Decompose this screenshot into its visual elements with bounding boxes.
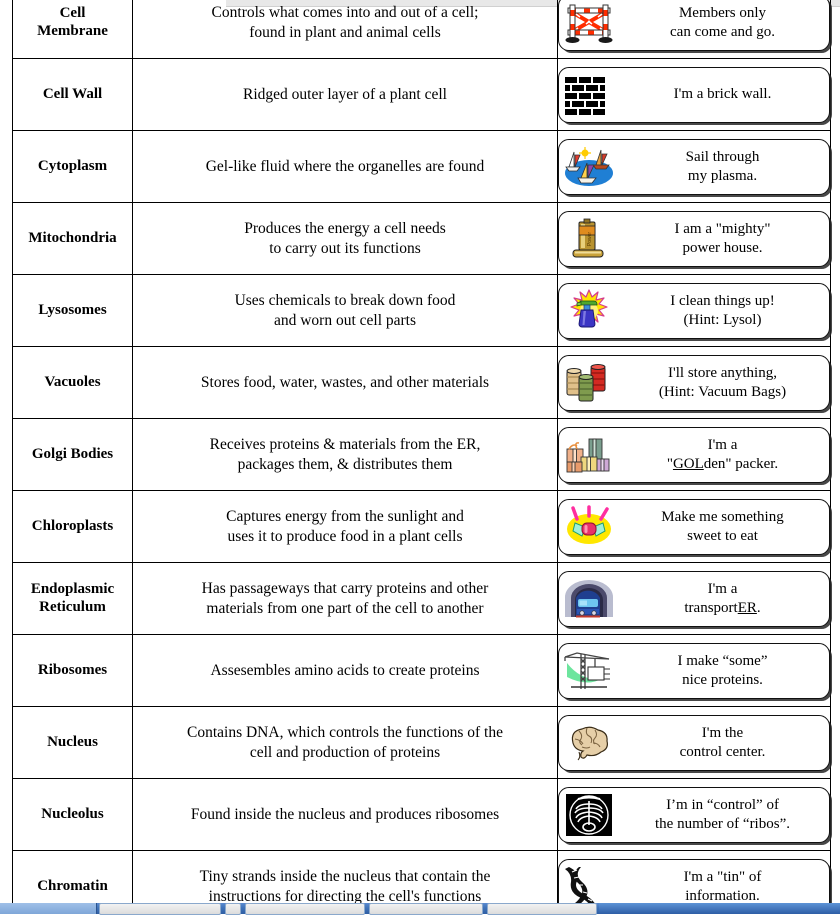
storage-barrels-icon xyxy=(562,358,616,408)
mnemonic-text xyxy=(616,652,829,689)
organelle-description-cell xyxy=(133,707,558,779)
mnemonic-box xyxy=(558,355,830,411)
mnemonic-cell xyxy=(558,707,831,779)
sailboats-on-water-icon xyxy=(562,142,616,192)
table-row xyxy=(13,563,831,635)
taskbar-item[interactable] xyxy=(245,903,365,915)
mnemonic-line: (Hint: Vacuum Bags) xyxy=(658,383,787,400)
mnemonic-text xyxy=(616,148,829,185)
spray-bottle-icon xyxy=(562,286,616,336)
mnemonic-underlined-part: ER xyxy=(737,599,757,616)
mnemonic-line: nice proteins. xyxy=(682,671,763,688)
mnemonic-box xyxy=(558,715,830,771)
organelle-name-line: Mitochondria xyxy=(28,229,117,246)
windows-taskbar[interactable] xyxy=(0,903,840,914)
description-line: Uses chemicals to break down food xyxy=(234,291,456,309)
organelle-name-line: Golgi Bodies xyxy=(31,445,114,462)
taskbar-item[interactable] xyxy=(369,903,483,915)
table-row xyxy=(13,347,831,419)
mnemonic-text xyxy=(616,796,829,833)
mnemonic-cell xyxy=(558,0,831,59)
mnemonic-cell xyxy=(558,563,831,635)
mnemonic-cell xyxy=(558,851,831,904)
construction-crane-icon xyxy=(562,646,616,696)
mnemonic-text xyxy=(616,85,829,103)
description-line: instructions for directing the cell's functions xyxy=(208,887,482,903)
table-row xyxy=(13,635,831,707)
mnemonic-box xyxy=(558,67,830,123)
table-row xyxy=(13,779,831,851)
mnemonic-box xyxy=(558,787,830,843)
xray-ribcage-icon xyxy=(562,790,616,840)
mnemonic-text xyxy=(616,724,829,761)
organelle-description-cell xyxy=(133,851,558,904)
mnemonic-line: the number of “ribos”. xyxy=(655,815,790,832)
description-line: Contains DNA, which controls the functions of the xyxy=(187,723,503,741)
description-line: Captures energy from the sunlight and xyxy=(226,507,464,525)
start-button[interactable] xyxy=(0,903,97,914)
mnemonic-cell xyxy=(558,419,831,491)
mnemonic-text xyxy=(616,4,829,41)
brain-icon xyxy=(562,718,616,768)
mnemonic-line: my plasma. xyxy=(687,167,758,184)
brick-wall-icon xyxy=(562,70,616,120)
mnemonic-line: I’m in “control” of xyxy=(666,797,779,814)
organelle-name-line: Membrane xyxy=(37,22,108,39)
organelle-name-line: Endoplasmic xyxy=(30,580,115,597)
organelle-name-line: Nucleolus xyxy=(41,805,104,822)
organelle-name-cell xyxy=(13,0,133,59)
organelle-name-line: Cell Wall xyxy=(42,85,103,102)
organelle-description-cell xyxy=(133,347,558,419)
mnemonic-box xyxy=(558,283,830,339)
mnemonic-line: I'm the xyxy=(701,725,744,742)
description-line: found in plant and animal cells xyxy=(249,23,441,41)
description-line: Stores food, water, wastes, and other materials xyxy=(200,373,490,391)
battery-icon xyxy=(562,214,616,264)
taskbar-item[interactable] xyxy=(487,903,597,915)
mnemonic-line: I'm a xyxy=(707,581,738,598)
mnemonic-line: can come and go. xyxy=(670,23,775,40)
mnemonic-cell xyxy=(558,347,831,419)
description-line: Tiny strands inside the nucleus that contain the xyxy=(199,867,491,885)
organelle-name-cell xyxy=(13,779,133,851)
mnemonic-line: I make “some” xyxy=(677,653,768,670)
description-line: Controls what comes into and out of a cell; xyxy=(211,3,479,21)
mnemonic-text xyxy=(616,436,829,473)
organelle-name-line: Chloroplasts xyxy=(31,517,114,534)
taskbar-item[interactable] xyxy=(99,903,221,915)
organelle-name-cell xyxy=(13,635,133,707)
mnemonic-text xyxy=(616,508,829,545)
table-row xyxy=(13,275,831,347)
organelle-description-cell xyxy=(133,635,558,707)
mnemonic-line: power house. xyxy=(682,239,763,256)
organelle-name-cell xyxy=(13,851,133,904)
mnemonic-line: I'm a brick wall. xyxy=(673,86,772,103)
mnemonic-cell xyxy=(558,59,831,131)
description-line: Found inside the nucleus and produces ribosomes xyxy=(190,805,500,823)
description-line: Receives proteins & materials from the ER, xyxy=(209,435,481,453)
mnemonic-text xyxy=(616,580,829,617)
description-line: Has passageways that carry proteins and other xyxy=(201,579,489,597)
mnemonic-box xyxy=(558,643,830,699)
organelle-name-line: Chromatin xyxy=(37,877,108,894)
organelle-description-cell xyxy=(133,59,558,131)
table-row xyxy=(13,203,831,275)
mnemonic-box xyxy=(558,571,830,627)
description-line: Produces the energy a cell needs xyxy=(244,219,446,237)
mnemonic-line: Sail through xyxy=(685,149,760,166)
mnemonic-box xyxy=(558,499,830,555)
organelle-name-cell xyxy=(13,203,133,275)
description-line: materials from one part of the cell to another xyxy=(206,599,484,617)
mnemonic-text xyxy=(616,868,829,903)
organelle-name-cell xyxy=(13,59,133,131)
mnemonic-box xyxy=(558,211,830,267)
wrapped-gifts-icon xyxy=(562,430,616,480)
organelle-description-cell xyxy=(133,0,558,59)
description-line: Ridged outer layer of a plant cell xyxy=(242,85,447,103)
organelle-name-cell xyxy=(13,491,133,563)
mnemonic-cell xyxy=(558,203,831,275)
description-line: cell and production of proteins xyxy=(249,743,441,761)
organelle-description-cell xyxy=(133,131,558,203)
system-tray[interactable] xyxy=(599,903,840,914)
organelle-name-cell xyxy=(13,419,133,491)
description-line: Gel-like fluid where the organelles are found xyxy=(205,157,485,175)
table-row xyxy=(13,419,831,491)
mnemonic-line: (Hint: Lysol) xyxy=(683,311,762,328)
table-row xyxy=(13,491,831,563)
organelle-name-line: Nucleus xyxy=(47,733,98,750)
organelle-name-line: Ribosomes xyxy=(37,661,108,678)
mnemonic-line: information. xyxy=(685,887,760,903)
organelle-name-cell xyxy=(13,347,133,419)
mnemonic-cell xyxy=(558,635,831,707)
mnemonic-cell xyxy=(558,491,831,563)
organelle-description-cell xyxy=(133,779,558,851)
organelle-name-line: Reticulum xyxy=(39,598,106,615)
organelle-name-cell xyxy=(13,131,133,203)
organelle-name-line: Cell xyxy=(59,4,86,21)
train-in-tunnel-icon xyxy=(562,574,616,624)
description-line: Assesembles amino acids to create proteins xyxy=(210,661,480,679)
mnemonic-box xyxy=(558,859,830,904)
cell-organelle-table xyxy=(12,0,831,903)
organelle-name-cell xyxy=(13,707,133,779)
barricade-gate-icon xyxy=(562,0,616,48)
mnemonic-underlined-part: GOL xyxy=(672,455,704,472)
organelle-description-cell xyxy=(133,275,558,347)
mnemonic-line: I'm a "tin" of xyxy=(683,869,762,886)
mnemonic-line: control center. xyxy=(679,743,766,760)
mnemonic-box xyxy=(558,0,830,51)
organelle-description-cell xyxy=(133,203,558,275)
mnemonic-cell xyxy=(558,131,831,203)
mnemonic-text xyxy=(616,364,829,401)
description-line: uses it to produce food in a plant cells xyxy=(227,527,463,545)
description-line: to carry out its functions xyxy=(269,239,421,257)
taskbar-item[interactable] xyxy=(225,903,241,915)
description-line: and worn out cell parts xyxy=(273,311,417,329)
organelle-name-line: Lysosomes xyxy=(38,301,107,318)
mnemonic-box xyxy=(558,427,830,483)
mnemonic-line: I'm a xyxy=(707,437,738,454)
wrapped-candy-icon xyxy=(562,502,616,552)
mnemonic-line: I'll store anything, xyxy=(668,365,777,382)
organelle-description-cell xyxy=(133,419,558,491)
mnemonic-text xyxy=(616,292,829,329)
table-row xyxy=(13,851,831,904)
mnemonic-line: I am a "mighty" xyxy=(674,221,771,238)
mnemonic-box xyxy=(558,139,830,195)
mnemonic-line: Members only xyxy=(678,5,767,22)
organelle-name-cell xyxy=(13,275,133,347)
organelle-name-line: Cytoplasm xyxy=(37,157,108,174)
table-row xyxy=(13,707,831,779)
organelle-description-cell xyxy=(133,491,558,563)
svg-text:Power: Power xyxy=(587,231,593,246)
organelle-description-cell xyxy=(133,563,558,635)
description-line: packages them, & distributes them xyxy=(237,455,453,473)
mnemonic-line: sweet to eat xyxy=(687,527,758,544)
organelle-name-line: Vacuoles xyxy=(44,373,101,390)
mnemonic-text xyxy=(616,220,829,257)
table-row xyxy=(13,59,831,131)
mnemonic-line: transportER. xyxy=(684,599,761,616)
mnemonic-cell xyxy=(558,275,831,347)
table-body xyxy=(13,0,831,903)
mnemonic-cell xyxy=(558,779,831,851)
mnemonic-line: Make me something xyxy=(661,509,784,526)
organelle-name-cell xyxy=(13,563,133,635)
table-row xyxy=(13,131,831,203)
table-row xyxy=(13,0,831,59)
dna-helix-icon xyxy=(562,862,616,904)
mnemonic-line: "GOLden" packer. xyxy=(666,455,779,472)
mnemonic-line: I clean things up! xyxy=(670,293,775,310)
